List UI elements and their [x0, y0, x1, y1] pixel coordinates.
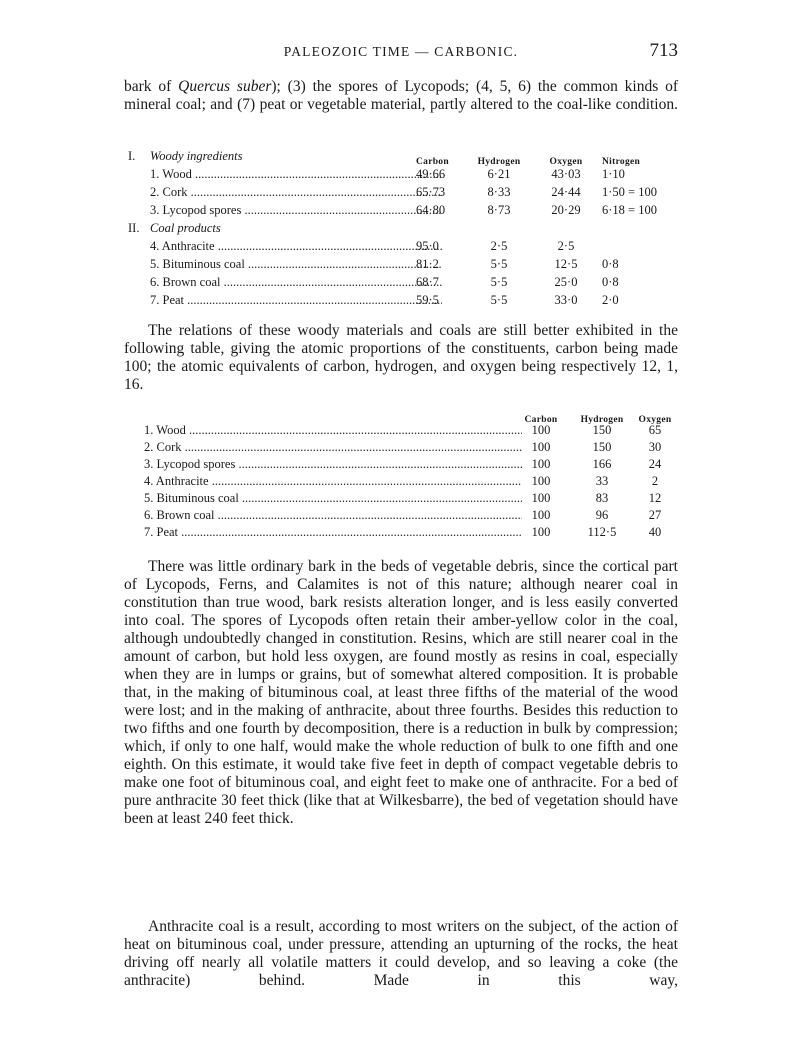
table2-col-oxygen: Oxygen	[638, 415, 672, 425]
cell-oxygen: 20·29	[551, 203, 581, 217]
intro-text-start: bark of	[124, 78, 179, 95]
cell-carbon: 100	[531, 440, 551, 454]
cell-oxygen: 12	[648, 491, 662, 505]
table-row	[124, 274, 680, 290]
cell-hydrogen: 5·5	[490, 275, 508, 289]
row-label: 5. Bituminous coal .....	[144, 490, 522, 506]
row-label: 5. Bituminous coal .....	[150, 256, 442, 272]
intro-paragraph	[124, 78, 678, 114]
table-row	[124, 507, 680, 523]
table-row	[124, 422, 680, 438]
cell-nitrogen: 0·8	[602, 257, 619, 271]
cell-hydrogen: 8·73	[487, 203, 511, 217]
cell-nitrogen: 1·50 = 100	[602, 185, 657, 199]
table1-col-carbon: Carbon	[416, 157, 449, 167]
row-label: 2. Cork .....	[150, 184, 442, 200]
row-label: 3. Lycopod spores .....	[144, 456, 522, 472]
table-row	[124, 456, 680, 472]
cell-carbon: 68·7	[416, 275, 439, 289]
cell-nitrogen: 6·18 = 100	[602, 203, 657, 217]
cell-hydrogen: 8·33	[487, 185, 511, 199]
section-label: Woody ingredients	[150, 149, 243, 163]
running-title: PALEOZOIC TIME — CARBONIC.	[283, 44, 519, 59]
relations-paragraph: The relations of these woody materials and coals are still better exhibited in the following table, giving the atomic proportions of the constituents, carbon being made 100; the atomic equivalents of carbon, hydrogen, and oxygen being respectively 12, 1, 16.	[124, 322, 678, 393]
section-number: II.	[128, 221, 140, 235]
row-label: 3. Lycopod spores .....	[150, 202, 442, 218]
cell-hydrogen: 83	[595, 491, 609, 505]
cell-carbon: 100	[531, 423, 551, 437]
cell-oxygen: 65	[648, 423, 662, 437]
table-row	[124, 292, 680, 308]
cell-oxygen: 24	[648, 457, 662, 471]
cell-carbon: 49·66	[416, 167, 446, 181]
cell-oxygen: 25·0	[554, 275, 578, 289]
cell-carbon: 59·5	[416, 293, 439, 307]
row-label: 4. Anthracite .....	[150, 238, 442, 254]
cell-oxygen: 2	[651, 474, 659, 488]
table-row	[124, 166, 680, 182]
cell-oxygen: 33·0	[554, 293, 578, 307]
row-label: 1. Wood .....	[150, 166, 442, 182]
table-row	[124, 202, 680, 218]
row-label: 6. Brown coal .....	[150, 274, 442, 290]
table2-col-carbon: Carbon	[524, 415, 558, 425]
table-row	[124, 524, 680, 540]
cell-hydrogen: 96	[595, 508, 609, 522]
anthracite-paragraph: Anthracite coal is a result, according to most writers on the subject, of the action of heat on bituminous coal, under pressure, attending an upturning of the rocks, the heat driving off nearly all volatile matters it could develop, and so leaving a coke (the anthracite) behind. Made in this way,	[124, 918, 678, 989]
cell-carbon: 100	[531, 474, 551, 488]
cell-oxygen: 27	[648, 508, 662, 522]
row-label: 2. Cork .....	[144, 439, 522, 455]
table-row	[124, 473, 680, 489]
section-label: Coal products	[150, 221, 221, 235]
cell-carbon: 100	[531, 525, 551, 539]
table-row	[124, 238, 680, 254]
intro-text-end: ); (3) the spores of Lycopods; (4, 5, 6) the common kinds of mineral coal; and (7) peat or vegetable material, partly altered to the coal-like condition.	[124, 78, 679, 113]
cell-oxygen: 12·5	[554, 257, 578, 271]
cell-hydrogen: 6·21	[487, 167, 511, 181]
cell-nitrogen: 1·10	[602, 167, 625, 181]
cell-carbon: 100	[531, 491, 551, 505]
cell-oxygen: 24·44	[551, 185, 581, 199]
page-number: 713	[649, 40, 678, 61]
table-row	[124, 490, 680, 506]
section-heading	[124, 148, 680, 164]
cell-hydrogen: 166	[592, 457, 612, 471]
row-label: 4. Anthracite .....	[144, 473, 522, 489]
cell-oxygen: 30	[648, 440, 662, 454]
cell-carbon: 95·0	[416, 239, 439, 253]
cell-nitrogen: 0·8	[602, 275, 619, 289]
table1-col-hydrogen: Hydrogen	[477, 157, 521, 167]
cell-carbon: 81·2	[416, 257, 439, 271]
table1-col-oxygen: Oxygen	[549, 157, 583, 167]
cell-hydrogen: 5·5	[490, 293, 508, 307]
cell-hydrogen: 112·5	[587, 525, 617, 539]
cell-oxygen: 43·03	[551, 167, 581, 181]
running-header	[124, 40, 678, 66]
row-label: 1. Wood .....	[144, 422, 522, 438]
bark-resin-paragraph: There was little ordinary bark in the beds of vegetable debris, since the cortical part of Lycopods, Ferns, and Calamites is not of this nature; although nearer coal in constitution than true wood, bark resists alteration longer, and is less easily converted into coal. The spores of Lycopods often retain their amber-yellow color in the coal, although undoubtedly changed in constitution. Resins, which are still nearer coal in the amount of carbon, but hold less oxygen, are found mostly as resins in coal, especially when they are in lumps or grains, but of somewhat altered composition. It is probable that, in the making of bituminous coal, at least three fifths of the material of the wood were lost; and in the making of anthracite, about three fourths. Besides this reduction to two fifths and one fourth by decomposition, there is a reduction in bulk by compression; which, if only to one half, would make the whole reduction of bulk to one fifth and one eighth. On this estimate, it would take five feet in depth of compact vegetable debris to make one foot of bituminous coal, and eight feet to make one of anthracite. For a bed of pure anthracite 30 feet thick (like that at Wilkesbarre), the bed of vegetation should have been at least 240 feet thick.	[124, 558, 678, 827]
cell-carbon: 100	[531, 508, 551, 522]
latin-name: Quercus suber	[178, 78, 272, 95]
table2-col-hydrogen: Hydrogen	[580, 415, 624, 425]
cell-hydrogen: 2·5	[490, 239, 508, 253]
cell-hydrogen: 33	[595, 474, 609, 488]
section-number: I.	[128, 149, 136, 163]
cell-oxygen: 40	[648, 525, 662, 539]
cell-carbon: 65·73	[416, 185, 446, 199]
cell-hydrogen: 5·5	[490, 257, 508, 271]
row-label: 7. Peat .....	[150, 292, 442, 308]
section-heading	[124, 220, 680, 236]
cell-oxygen: 2·5	[557, 239, 575, 253]
table-row	[124, 184, 680, 200]
table-row	[124, 439, 680, 455]
cell-nitrogen: 2·0	[602, 293, 619, 307]
table-row	[124, 256, 680, 272]
row-label: 6. Brown coal .....	[144, 507, 522, 523]
cell-carbon: 64·80	[416, 203, 446, 217]
cell-hydrogen: 150	[592, 423, 612, 437]
table1-col-nitrogen: Nitrogen	[602, 157, 641, 167]
row-label: 7. Peat .....	[144, 524, 522, 540]
cell-carbon: 100	[531, 457, 551, 471]
cell-hydrogen: 150	[592, 440, 612, 454]
